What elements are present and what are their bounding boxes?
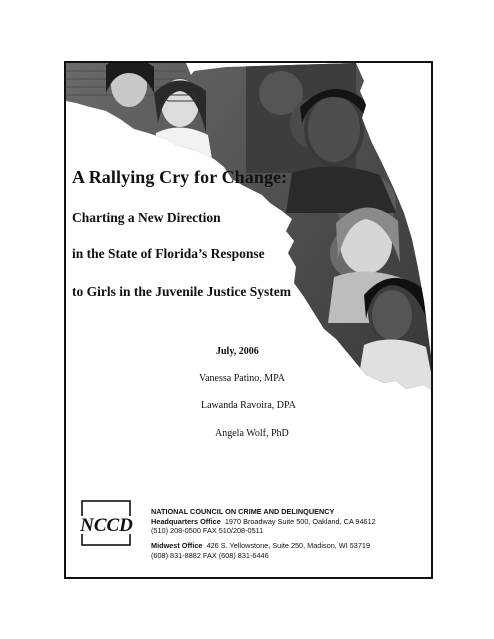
author-2: Lawanda Ravoira, DPA	[201, 400, 296, 411]
hq-label: Headquarters Office	[151, 516, 221, 526]
author-1: Vanessa Patino, MPA	[199, 373, 286, 384]
mw-phone: (608) 831-8882 FAX (608) 831-6446	[151, 550, 269, 560]
subtitle-line-3: to Girls in the Juvenile Justice System	[72, 284, 291, 299]
headquarters-block	[151, 507, 376, 536]
mw-address: 426 S. Yellowstone, Suite 250, Madison, WI 53719	[206, 541, 371, 550]
report-title: A Rallying Cry for Change:	[72, 167, 288, 187]
hq-address: 1970 Broadway Suite 500, Oakland, CA 94612	[224, 516, 376, 526]
cover-page	[64, 61, 433, 579]
mw-label: Midwest Office	[151, 541, 203, 550]
logo-text: NCCD	[80, 515, 133, 536]
subtitle-line-1: Charting a New Direction	[72, 210, 221, 225]
hq-phone: (510) 208-0500 FAX 510/208-0511	[151, 526, 264, 535]
author-3: Angela Wolf, PhD	[215, 428, 289, 439]
nccd-logo	[70, 500, 143, 546]
subtitle-line-2: in the State of Florida’s Response	[72, 246, 265, 261]
org-name: NATIONAL COUNCIL ON CRIME AND DELINQUENCY	[151, 507, 335, 516]
report-date: July, 2006	[216, 346, 259, 357]
midwest-block	[151, 541, 370, 560]
